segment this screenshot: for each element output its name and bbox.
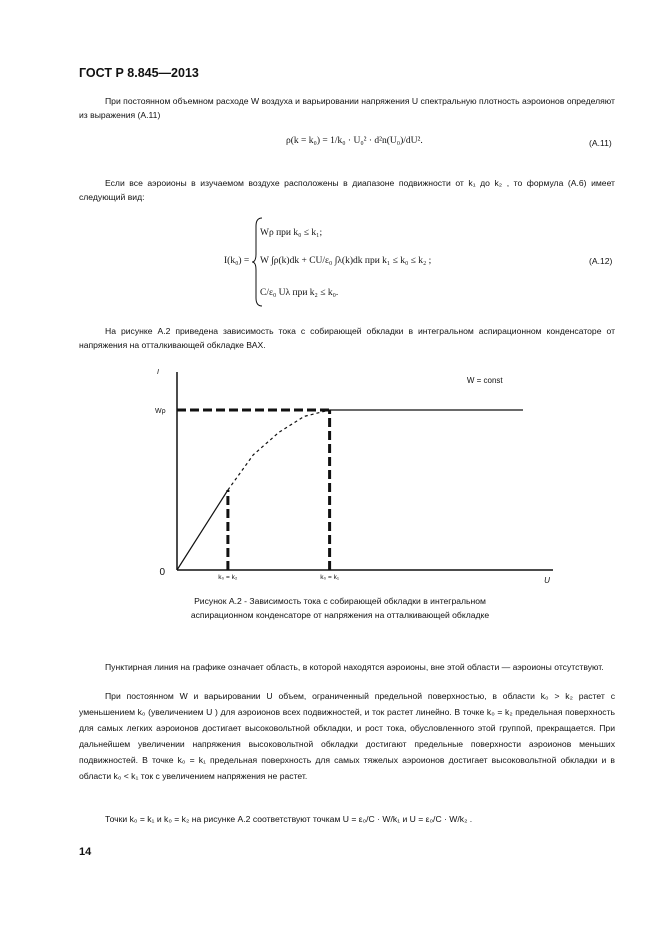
origin-label: 0 bbox=[159, 567, 165, 578]
equation-a12-number: (А.12) bbox=[589, 256, 613, 266]
page-number: 14 bbox=[79, 846, 92, 858]
x-axis-label: U bbox=[544, 576, 550, 585]
equation-a12-case-1: Wρ при k₀ ≤ k₁; bbox=[260, 228, 323, 238]
equation-a11-number: (А.11) bbox=[589, 138, 612, 148]
paragraph-5: При постоянном W и варьировании U объем, ограниченный предельной поверхностью, в области k₀ > k₂ растет с уменьшением k₀ (увеличением U ) для аэроионов всех подвижностей, и ток растет линейно. В точке k₀ = k₂ предельная поверхность для самых легких аэроионов достигает высоковольтной обкладки, и рост тока, обусловленного этой группой, прекращается. При дальнейшем увеличении напряжения высоковольтной обкладки достигают предельные поверхности аэроионов меньших подвижностей. В точке k₀ = k₁ предельная поверхность для самых тяжелых аэроионов достигает высоковольтной обкладки и в области k₀ < k₁ ток с увеличением напряжения не растет. bbox=[79, 691, 615, 781]
x-tick-label-0: k₀ = k₂ bbox=[218, 574, 238, 581]
caption-line-2: аспирационном конденсаторе от напряжения на отталкивающей обкладке bbox=[190, 610, 490, 620]
equation-a12-case-3: C/ε₀ Uλ при k₂ ≤ k₀. bbox=[260, 288, 339, 298]
equation-a12-case-2: W ∫ρ(k)dk + CU/ε₀ ∫λ(k)dk при k₁ ≤ k₀ ≤ k₂ ; bbox=[260, 256, 432, 266]
equation-a12-lhs: I(k₀) = bbox=[224, 256, 250, 266]
document-header: ГОСТ Р 8.845—2013 bbox=[79, 66, 199, 80]
paragraph-6: Точки k₀ = k₁ и k₀ = k₂ на рисунке А.2 соответствуют точкам U = ε₀/C · W/k₁ и U = ε₀/C · W/k₂ . bbox=[105, 814, 473, 824]
series-line-0 bbox=[177, 490, 228, 570]
paragraph-2: Если все аэроионы в изучаемом воздухе расположены в диапазоне подвижности от k₁ до k₂ , то формула (А.6) имеет следующий вид: bbox=[79, 178, 615, 202]
figure-caption bbox=[150, 594, 530, 622]
chart-annotation: W = const bbox=[466, 376, 503, 385]
y-axis-label: I bbox=[157, 369, 159, 376]
series-line-1 bbox=[228, 410, 330, 490]
figure-a2-chart bbox=[140, 360, 560, 590]
paragraph-1: При постоянном объемном расходе W воздуха и варьировании напряжения U спектральную плотность аэроионов определяют из выражения (А.11) bbox=[79, 96, 615, 120]
x-tick-label-1: k₀ = k₁ bbox=[320, 574, 340, 581]
equation-a11: ρ(k = k₀) = 1/k₀ · U₀² · d²n(U₀)/dU². bbox=[286, 136, 423, 146]
caption-line-1: Рисунок А.2 - Зависимость тока с собирающей обкладки в интегральном bbox=[194, 596, 486, 606]
y-level-label: Wρ bbox=[155, 408, 166, 415]
paragraph-4: Пунктирная линия на графике означает область, в которой находятся аэроионы, вне этой области — аэроионы отсутствуют. bbox=[105, 662, 604, 672]
paragraph-3: На рисунке А.2 приведена зависимость тока с собирающей обкладки в интегральном аспирационном конденсаторе от напряжения на отталкивающей обкладке ВАХ. bbox=[79, 326, 615, 350]
